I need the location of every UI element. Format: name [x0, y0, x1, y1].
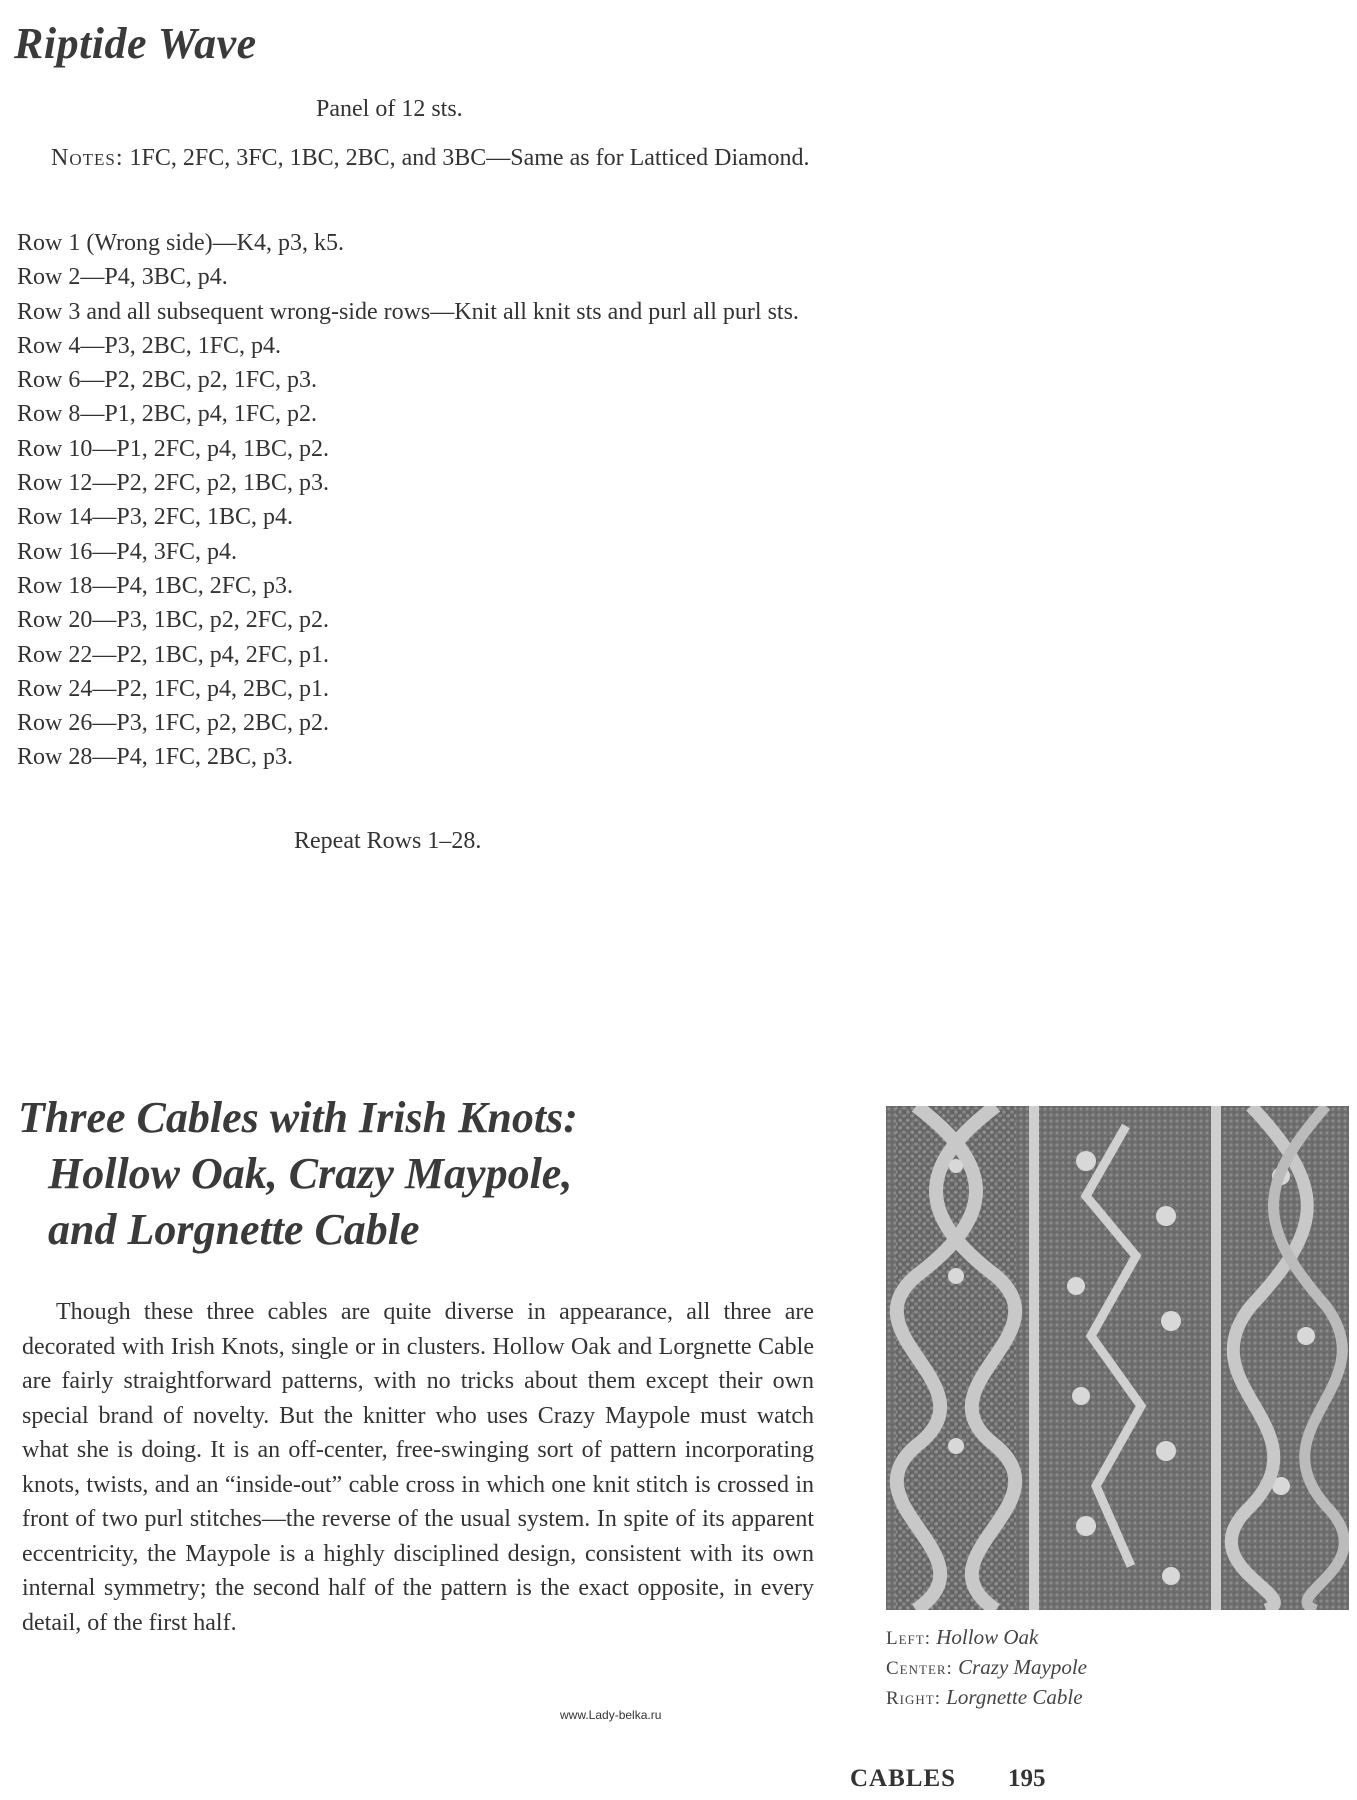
row-instruction: Row 24—P2, 1FC, p4, 2BC, p1. — [17, 675, 330, 702]
row-instruction: Row 12—P2, 2FC, p2, 1BC, p3. — [17, 470, 330, 497]
row-instruction: Row 1 (Wrong side)—K4, p3, k5. — [17, 230, 344, 256]
running-section: CABLES — [850, 1765, 957, 1792]
row-instruction: Row 16—P4, 3FC, p4. — [17, 538, 238, 565]
row-instructions-list — [17, 226, 817, 775]
row-instruction: Row 10—P1, 2FC, p4, 1BC, p2. — [17, 435, 330, 462]
caption-line — [886, 1653, 1087, 1683]
title-line: Three Cables with Irish Knots: — [18, 1093, 578, 1142]
row-instruction: Row 6—P2, 2BC, p2, 1FC, p3. — [17, 367, 318, 394]
row-instruction: Row 28—P4, 1FC, 2BC, p3. — [17, 744, 294, 771]
title-line: and Lorgnette Cable — [48, 1205, 420, 1254]
notes-paragraph — [17, 140, 817, 177]
title-line: Hollow Oak, Crazy Maypole, — [48, 1149, 573, 1198]
description-paragraph: Though these three cables are quite diverse in appearance, all three are decorated with Irish Knots, single or in clusters. Hollow Oak and Lorgnette Cable are fairly straightforward patterns, with no tricks about them except their own special brand of novelty. But the knitter who uses Crazy Maypole must watch what she is doing. It is an off-center, free-swinging sort of pattern incorporating knots, twists, and an “inside-out” cable cross in which one knit stitch is crossed in front of two purl stitches—the reverse of the usual system. In spite of its apparent eccentricity, the Maypole is a highly disciplined design, consistent with its own internal symmetry; the second half of the pattern is the exact opposite, in every detail, of the first half. — [22, 1299, 814, 1636]
row-instruction: Row 26—P3, 1FC, p2, 2BC, p2. — [17, 710, 330, 737]
row-instruction: Row 14—P3, 2FC, 1BC, p4. — [17, 504, 294, 531]
pattern-title-riptide-wave: Riptide Wave — [14, 19, 257, 68]
repeat-note: Repeat Rows 1–28. — [294, 828, 482, 854]
row-instruction: Row 8—P1, 2BC, p4, 1FC, p2. — [17, 401, 318, 428]
panel-size: Panel of 12 sts. — [316, 96, 463, 122]
caption-line — [886, 1623, 1087, 1653]
notes-label: Notes: — [51, 145, 124, 171]
watermark: www.Lady-belka.ru — [560, 1708, 662, 1722]
caption-label: Center: — [886, 1658, 953, 1679]
row-instruction: Row 18—P4, 1BC, 2FC, p3. — [17, 572, 294, 599]
page-number: 195 — [1008, 1765, 1046, 1792]
caption-name: Lorgnette Cable — [946, 1685, 1083, 1709]
row-instruction: Row 22—P2, 1BC, p4, 2FC, p1. — [17, 641, 330, 668]
pattern-title-three-cables — [18, 1090, 578, 1258]
row-instruction: Row 3 and all subsequent wrong-side rows—Knit all knit sts and purl all purl sts. — [17, 298, 799, 325]
knitted-swatch-photo — [886, 1106, 1349, 1610]
caption-label: Left: — [886, 1628, 931, 1649]
caption-label: Right: — [886, 1688, 941, 1709]
caption-name: Crazy Maypole — [958, 1655, 1087, 1679]
row-instruction: Row 2—P4, 3BC, p4. — [17, 264, 228, 291]
photo-caption — [886, 1623, 1087, 1713]
row-instruction: Row 4—P3, 2BC, 1FC, p4. — [17, 332, 282, 359]
caption-name: Hollow Oak — [936, 1625, 1039, 1649]
caption-line — [886, 1683, 1087, 1713]
notes-text: 1FC, 2FC, 3FC, 1BC, 2BC, and 3BC—Same as for Latticed Diamond. — [123, 145, 810, 171]
row-instruction: Row 20—P3, 1BC, p2, 2FC, p2. — [17, 607, 330, 634]
page-footer — [850, 1765, 1046, 1793]
